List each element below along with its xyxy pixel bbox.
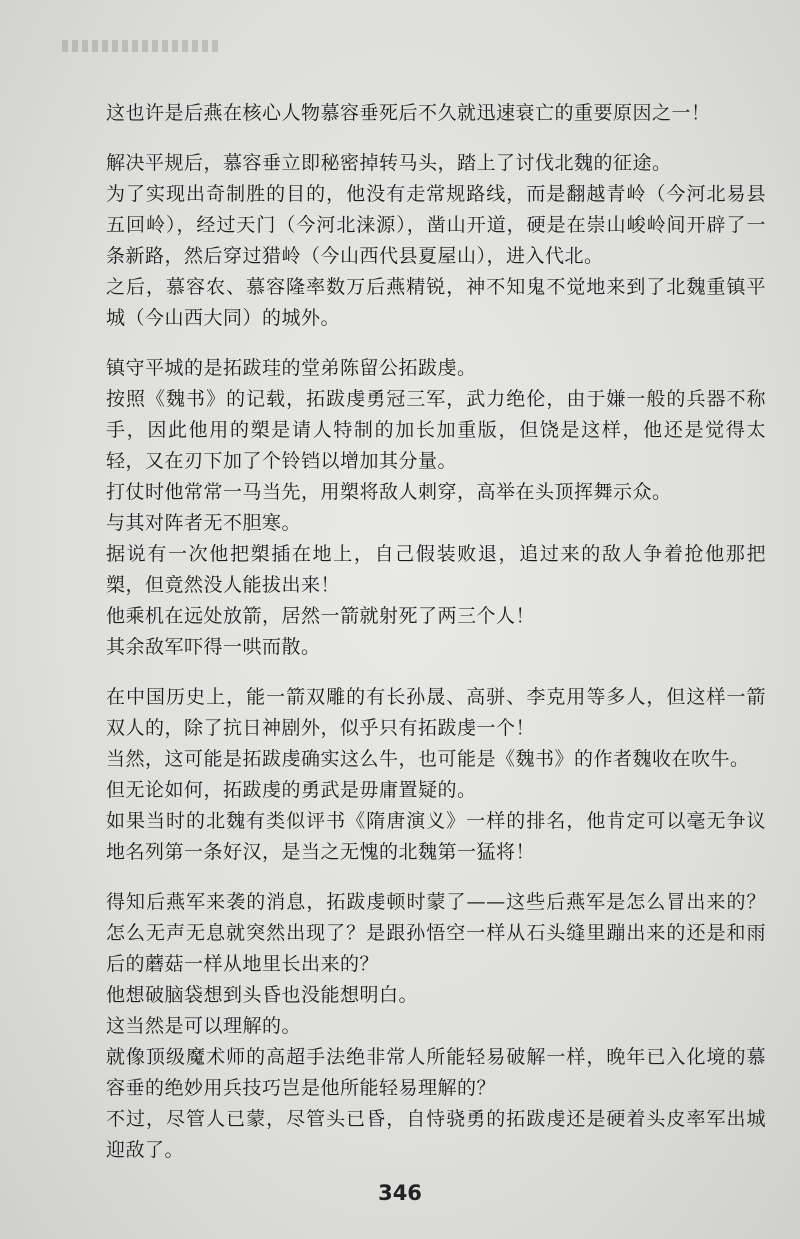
paragraph: 就像顶级魔术师的高超手法绝非常人所能轻易破解一样，晚年已入化境的慕容垂的绝妙用兵技巧岂是他所能轻易理解的？ <box>106 1046 766 1099</box>
paragraph: 镇守平城的是拓跋珪的堂弟陈留公拓跋虔。 <box>106 357 477 379</box>
paragraph: 与其对阵者无不胆寒。 <box>106 512 302 534</box>
paragraph: 这也许是后燕在核心人物慕容垂死后不久就迅速衰亡的重要原因之一！ <box>106 102 711 124</box>
paragraph: 这当然是可以理解的。 <box>106 1015 302 1037</box>
paragraph: 其余敌军吓得一哄而散。 <box>106 636 321 658</box>
paragraph: 解决平规后，慕容垂立即秘密掉转马头，踏上了讨伐北魏的征途。 <box>106 152 672 174</box>
paragraph: 按照《魏书》的记载，拓跋虔勇冠三军，武力绝伦，由于嫌一般的兵器不称手，因此他用的槊是请人特制的加长加重版，但饶是这样，他还是觉得太轻，又在刃下加了个铃铛以增加其分量。 <box>106 388 766 472</box>
paragraph: 但无论如何，拓跋虔的勇武是毋庸置疑的。 <box>106 779 477 801</box>
paragraph: 他想破脑袋想到头昏也没能想明白。 <box>106 984 419 1006</box>
paragraph-gap <box>106 663 766 682</box>
paragraph: 不过，尽管人已蒙，尽管头已昏，自恃骁勇的拓跋虔还是硬着头皮率军出城迎敌了。 <box>106 1108 766 1161</box>
paragraph: 得知后燕军来袭的消息，拓跋虔顿时蒙了——这些后燕军是怎么冒出来的？怎么无声无息就突然出现了？是跟孙悟空一样从石头缝里蹦出来的还是和雨后的蘑菇一样从地里长出来的？ <box>106 891 766 975</box>
body-text <box>106 98 766 1166</box>
paragraph-gap <box>106 129 766 148</box>
paragraph-gap <box>106 868 766 887</box>
paragraph: 据说有一次他把槊插在地上，自己假装败退，追过来的敌人争着抢他那把槊，但竟然没人能拔出来！ <box>106 543 766 596</box>
running-header-bleed <box>62 40 222 52</box>
paragraph: 为了实现出奇制胜的目的，他没有走常规路线，而是翻越青岭（今河北易县五回岭），经过天门（今河北涞源），凿山开道，硬是在崇山峻岭间开辟了一条新路，然后穿过猎岭（今山西代县夏屋山），进入代北。 <box>106 183 766 267</box>
paragraph: 当然，这可能是拓跋虔确实这么牛，也可能是《魏书》的作者魏收在吹牛。 <box>106 748 750 770</box>
paragraph: 打仗时他常常一马当先，用槊将敌人刺穿，高举在头顶挥舞示众。 <box>106 481 672 503</box>
paragraph: 他乘机在远处放箭，居然一箭就射死了两三个人！ <box>106 605 536 627</box>
paragraph: 如果当时的北魏有类似评书《隋唐演义》一样的排名，他肯定可以毫无争议地名列第一条好汉，是当之无愧的北魏第一猛将！ <box>106 810 766 863</box>
paragraph: 之后，慕容农、慕容隆率数万后燕精锐，神不知鬼不觉地来到了北魏重镇平城（今山西大同）的城外。 <box>106 276 766 329</box>
page-number: 346 <box>378 1181 422 1205</box>
paragraph: 在中国历史上，能一箭双雕的有长孙晟、高骈、李克用等多人，但这样一箭双人的，除了抗日神剧外，似乎只有拓跋虔一个！ <box>106 686 766 739</box>
paragraph-gap <box>106 334 766 353</box>
